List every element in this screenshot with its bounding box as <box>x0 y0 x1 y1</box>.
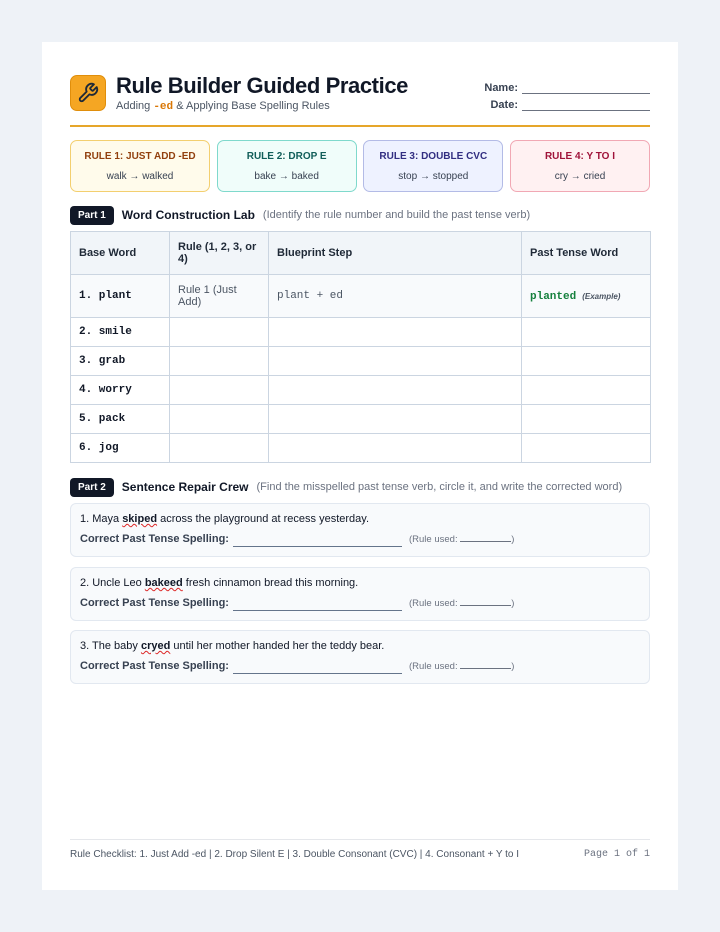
date-label: Date: <box>490 99 518 111</box>
page-number: Page 1 of 1 <box>583 849 650 860</box>
footer-divider <box>70 839 650 840</box>
wrench-icon <box>70 75 106 111</box>
rule-title: RULE 3: DOUBLE CVC <box>379 151 488 162</box>
rule-example: bake → baked <box>254 171 319 182</box>
rule-card-4 <box>510 140 650 192</box>
blueprint-cell[interactable] <box>269 347 522 376</box>
past-tense-cell[interactable] <box>522 434 651 463</box>
table-row <box>71 275 651 318</box>
repair-sentence: 3. The baby cryed until her mother handed her the teddy bear. <box>80 640 385 652</box>
base-word: 6. jog <box>71 434 170 463</box>
rule-example: cry → cried <box>554 171 606 182</box>
part1-heading <box>70 205 650 225</box>
rule-checklist: Rule Checklist: 1. Just Add -ed | 2. Drop Silent E | 3. Double Consonant (CVC) | 4. Consonant + Y to I <box>70 849 520 860</box>
rule-title: RULE 4: Y TO I <box>544 151 615 162</box>
page-subtitle: Adding -ed & Applying Base Spelling Rules <box>116 100 330 113</box>
correct-spelling-field[interactable] <box>233 546 402 547</box>
part1-hint: (Identify the rule number and build the past tense verb) <box>262 209 531 221</box>
blueprint-cell[interactable] <box>269 434 522 463</box>
page-title: Rule Builder Guided Practice <box>116 73 408 98</box>
base-word: 5. pack <box>71 405 170 434</box>
misspelled-word[interactable]: skiped <box>122 513 158 525</box>
part2-badge: Part 2 <box>70 478 114 497</box>
misspelled-word[interactable]: bakeed <box>144 577 183 589</box>
name-field[interactable] <box>522 82 650 94</box>
base-word: 1. plant <box>71 275 170 318</box>
rule-example: walk → walked <box>106 171 174 182</box>
table-row <box>71 347 651 376</box>
rule-example: stop → stopped <box>398 171 469 182</box>
table-row <box>71 405 651 434</box>
rule-cell[interactable]: Rule 1 (Just Add) <box>170 275 269 318</box>
correct-spelling-label: Correct Past Tense Spelling: <box>80 597 229 609</box>
table-row <box>71 376 651 405</box>
correct-spelling-field[interactable] <box>233 673 402 674</box>
word-construction-table <box>70 231 651 463</box>
col-rule: Rule (1, 2, 3, or 4) <box>170 232 269 275</box>
name-label: Name: <box>484 82 518 94</box>
table-row <box>71 434 651 463</box>
misspelled-word[interactable]: cryed <box>140 640 171 652</box>
student-info <box>480 77 650 111</box>
blueprint-cell[interactable] <box>269 405 522 434</box>
part2-title: Sentence Repair Crew <box>121 480 249 494</box>
rule-title: RULE 1: JUST ADD -ED <box>84 151 196 162</box>
rule-cell[interactable] <box>170 376 269 405</box>
col-past-tense: Past Tense Word <box>522 232 651 275</box>
header-divider <box>70 125 650 127</box>
col-base-word: Base Word <box>71 232 170 275</box>
rule-used: (Rule used: ) <box>409 534 515 545</box>
past-tense-cell[interactable] <box>522 275 651 318</box>
rule-card-1 <box>70 140 210 192</box>
repair-item <box>70 567 650 621</box>
col-blueprint: Blueprint Step <box>269 232 522 275</box>
base-word: 4. worry <box>71 376 170 405</box>
rule-cell[interactable] <box>170 318 269 347</box>
repair-item <box>70 630 650 684</box>
rule-used-field[interactable] <box>460 661 511 669</box>
repair-sentence: 2. Uncle Leo bakeed fresh cinnamon bread this morning. <box>80 577 359 589</box>
past-tense-cell[interactable] <box>522 347 651 376</box>
base-word: 2. smile <box>71 318 170 347</box>
rule-used-field[interactable] <box>460 598 511 606</box>
base-word: 3. grab <box>71 347 170 376</box>
worksheet-page <box>42 42 678 890</box>
blueprint-cell[interactable]: plant + ed <box>269 275 522 318</box>
rule-used-field[interactable] <box>460 534 511 542</box>
correct-spelling-field[interactable] <box>233 610 402 611</box>
blueprint-cell[interactable] <box>269 318 522 347</box>
repair-item <box>70 503 650 557</box>
part1-title: Word Construction Lab <box>121 208 255 222</box>
past-tense-word: planted <box>530 290 577 303</box>
header <box>70 72 650 126</box>
rule-used: (Rule used: ) <box>409 661 515 672</box>
rule-cards <box>70 140 650 192</box>
rule-cell[interactable] <box>170 347 269 376</box>
date-field[interactable] <box>522 99 650 111</box>
rule-card-2 <box>217 140 357 192</box>
past-tense-cell[interactable] <box>522 318 651 347</box>
rule-card-3 <box>363 140 503 192</box>
part1-badge: Part 1 <box>70 206 114 225</box>
rule-cell[interactable] <box>170 434 269 463</box>
part2-hint: (Find the misspelled past tense verb, circle it, and write the corrected word) <box>256 481 623 493</box>
rule-cell[interactable] <box>170 405 269 434</box>
correct-spelling-label: Correct Past Tense Spelling: <box>80 533 229 545</box>
repair-sentence: 1. Maya skiped across the playground at recess yesterday. <box>80 513 370 525</box>
correct-spelling-label: Correct Past Tense Spelling: <box>80 660 229 672</box>
blueprint-cell[interactable] <box>269 376 522 405</box>
table-row <box>71 318 651 347</box>
example-note: (Example) <box>582 291 621 301</box>
part2-heading <box>70 477 650 497</box>
rule-used: (Rule used: ) <box>409 598 515 609</box>
rule-title: RULE 2: DROP E <box>246 151 327 162</box>
past-tense-cell[interactable] <box>522 376 651 405</box>
past-tense-cell[interactable] <box>522 405 651 434</box>
